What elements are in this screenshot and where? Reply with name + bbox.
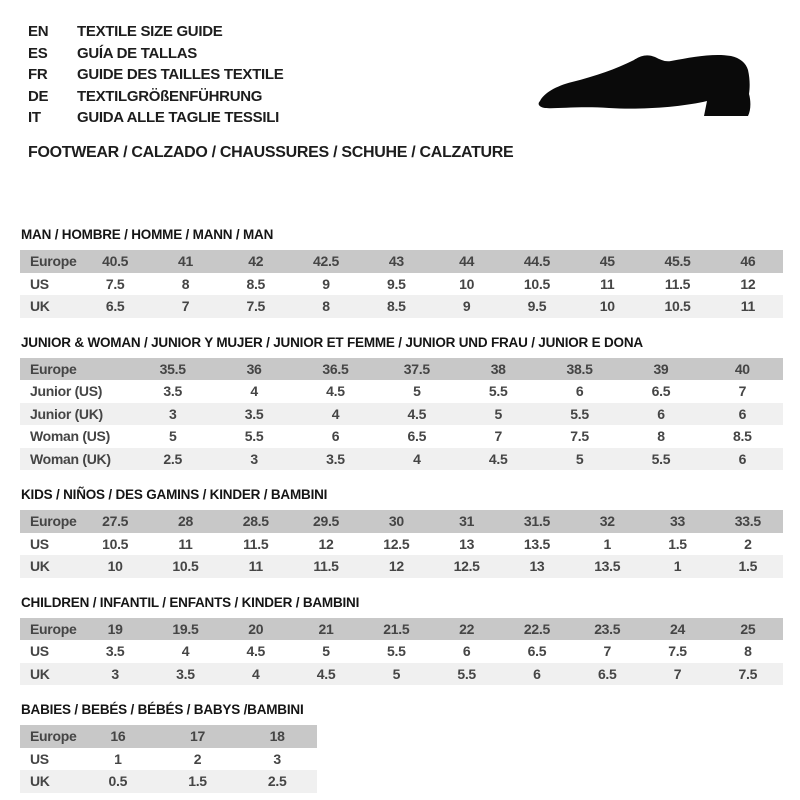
size-cell: 4.5 [407,405,427,422]
size-cell: 32 [599,513,615,530]
size-cell: 7.5 [570,428,589,445]
size-table [20,618,783,686]
size-cell: 3 [168,405,177,422]
size-table [20,510,783,578]
size-cell: 22.5 [523,620,550,637]
section-title: CHILDREN / INFANTIL / ENFANTS / KINDER / BAMBINI [21,594,360,610]
size-cell: 10 [107,558,123,575]
size-cell: 7.5 [738,665,758,682]
size-cell: 6.5 [105,298,125,315]
size-cell: 8 [322,298,330,315]
size-cell: 12.5 [383,535,410,552]
size-cell: 6 [738,450,747,467]
size-cell: 7 [181,298,190,315]
size-cell: 3 [273,750,281,767]
size-cell: 20 [248,620,264,637]
row-label: US [30,643,49,660]
size-cell: 1.5 [668,535,687,552]
size-cell: 5 [392,665,401,682]
table-row [20,380,783,403]
size-cell: 45 [599,253,615,270]
row-label: Europe [30,253,77,270]
row-label: Europe [30,620,77,637]
size-cell: 10 [459,275,475,292]
row-label: UK [30,558,50,575]
row-label: Woman (US) [30,428,110,445]
size-cell: 2.5 [267,773,287,790]
size-cell: 16 [110,728,126,745]
size-cell: 3.5 [105,643,125,660]
table-row [20,618,783,641]
size-cell: 19 [107,620,123,637]
row-label: Woman (UK) [30,450,111,467]
size-cell: 8 [181,275,190,292]
size-cell: 4.5 [316,665,336,682]
size-cell: 40.5 [102,253,129,270]
size-cell: 22 [459,620,475,637]
size-cell: 31 [459,513,475,530]
size-cell: 42.5 [313,253,340,270]
language-label: TEXTILGRÖßENFÜHRUNG [77,87,263,105]
size-cell: 2.5 [163,450,182,467]
section-title: KIDS / NIÑOS / DES GAMINS / KINDER / BAMBINI [21,487,328,502]
size-cell: 1 [673,558,682,575]
language-code: FR [28,66,48,84]
size-cell: 6 [331,428,340,445]
size-cell: 5.5 [244,428,264,445]
size-cell: 4 [181,643,190,660]
language-row-it [28,107,283,129]
row-label: US [30,275,49,292]
size-cell: 41 [177,253,193,270]
table-row [20,403,783,426]
size-cell: 42 [248,253,264,270]
size-cell: 6.5 [407,428,427,445]
size-cell: 11.5 [664,275,691,292]
size-cell: 1 [603,535,611,552]
language-code: DE [28,87,49,105]
size-cell: 13.5 [594,558,621,575]
size-cell: 9.5 [387,275,406,292]
size-cell: 35.5 [159,360,186,377]
size-cell: 5.5 [387,643,406,660]
size-cell: 33.5 [734,513,761,530]
size-cell: 3 [111,665,119,682]
size-cell: 8 [744,643,752,660]
size-cell: 5 [322,643,330,660]
table-row [20,555,783,578]
size-cell: 3.5 [244,405,264,422]
language-row-fr [28,64,283,86]
size-cell: 23.5 [594,620,621,637]
size-cell: 8.5 [387,298,406,315]
size-cell: 29.5 [313,513,340,530]
size-cell: 10.5 [523,275,550,292]
size-cell: 2 [193,750,202,767]
table-row [20,295,783,318]
table-row [20,640,783,663]
language-row-de [28,86,283,108]
row-label: UK [30,773,50,790]
language-label: GUIDE DES TAILLES TEXTILE [77,66,284,84]
size-cell: 11.5 [243,535,269,552]
size-cell: 33 [670,513,686,530]
size-cell: 5.5 [457,665,476,682]
size-section-1 [20,335,783,471]
size-cell: 43 [388,253,404,270]
size-cell: 10 [599,298,615,315]
size-cell: 31.5 [523,513,550,530]
size-cell: 44.5 [523,253,550,270]
size-cell: 11.5 [313,558,339,575]
row-label: UK [30,298,50,315]
section-title: JUNIOR & WOMAN / JUNIOR Y MUJER / JUNIOR ET FEMME / JUNIOR UND FRAU / JUNIOR E DONA [21,334,643,350]
table-row [20,510,783,533]
size-cell: 5 [168,428,177,445]
size-cell: 4 [413,450,421,467]
size-cell: 6 [738,405,747,422]
language-row-en [28,21,283,43]
size-cell: 6.5 [527,643,547,660]
table-row [20,770,317,793]
size-cell: 6 [533,665,541,682]
size-cell: 4 [250,383,258,400]
size-cell: 7 [494,428,502,445]
size-cell: 6.5 [651,383,671,400]
size-cell: 13 [529,558,545,575]
size-cell: 36 [246,360,262,377]
size-cell: 8 [657,428,665,445]
section-title: MAN / HOMBRE / HOMME / MANN / MAN [21,227,274,242]
size-table [20,250,783,318]
language-label: GUÍA DE TALLAS [77,44,197,62]
table-row [20,358,783,381]
size-section-2 [20,487,783,578]
size-cell: 5 [575,450,584,467]
size-cell: 4.5 [488,450,508,467]
size-cell: 7 [603,643,611,660]
size-cell: 3.5 [176,665,195,682]
size-cell: 11 [600,275,615,292]
size-cell: 8.5 [733,428,752,445]
size-cell: 36.5 [322,360,349,377]
size-cell: 45.5 [664,253,691,270]
size-cell: 6 [657,405,665,422]
table-row [20,448,783,471]
size-cell: 10.5 [102,535,129,552]
size-cell: 7.5 [105,275,125,292]
size-cell: 4.5 [246,643,266,660]
size-cell: 10.5 [172,558,199,575]
language-row-es [28,43,283,65]
size-cell: 18 [269,728,285,745]
size-cell: 27.5 [102,513,129,530]
size-cell: 6.5 [597,665,617,682]
size-cell: 25 [740,620,756,637]
table-row [20,425,783,448]
size-cell: 9 [462,298,471,315]
table-row [20,725,317,748]
size-cell: 11 [178,535,193,552]
size-cell: 9.5 [527,298,547,315]
size-cell: 7.5 [668,643,687,660]
size-cell: 7.5 [246,298,266,315]
size-cell: 13.5 [523,535,550,552]
size-cell: 1 [114,750,122,767]
language-code: EN [28,23,49,41]
size-cell: 19.5 [172,620,199,637]
size-cell: 6 [462,643,471,660]
size-cell: 38.5 [566,360,593,377]
language-code: ES [28,44,48,62]
row-label: US [30,750,49,767]
size-cell: 44 [459,253,475,270]
size-cell: 40 [734,360,750,377]
language-label: TEXTILE SIZE GUIDE [77,23,223,41]
category-line: FOOTWEAR / CALZADO / CHAUSSURES / SCHUHE / CALZATURE [28,144,514,161]
size-cell: 1.5 [738,558,758,575]
size-cell: 12 [318,535,334,552]
size-table [20,358,783,471]
size-cell: 4.5 [326,383,345,400]
language-code: IT [28,109,41,127]
size-cell: 24 [670,620,686,637]
table-row [20,533,783,556]
size-cell: 12 [740,275,756,292]
size-cell: 3 [250,450,258,467]
table-row [20,748,317,771]
size-cell: 10.5 [664,298,691,315]
size-cell: 2 [744,535,752,552]
size-cell: 28 [177,513,193,530]
size-cell: 3.5 [163,383,182,400]
size-cell: 8.5 [246,275,266,292]
row-label: UK [30,665,50,682]
size-section-4 [20,702,783,793]
row-label: Europe [30,728,77,745]
size-cell: 5.5 [651,450,671,467]
size-cell: 46 [740,253,756,270]
size-cell: 11 [248,558,263,575]
row-label: Europe [30,513,77,530]
shoe-icon [534,49,758,123]
size-cell: 0.5 [108,773,128,790]
size-cell: 7 [673,665,682,682]
row-label: Junior (UK) [30,405,103,422]
size-cell: 9 [322,275,330,292]
row-label: Junior (US) [30,383,103,400]
size-cell: 5 [413,383,421,400]
size-cell: 7 [738,383,747,400]
table-row [20,663,783,686]
size-cell: 13 [459,535,475,552]
size-tables [20,222,783,793]
size-cell: 12.5 [453,558,480,575]
table-row [20,273,783,296]
row-label: US [30,535,49,552]
size-section-3 [20,595,783,686]
size-section-0 [20,227,783,318]
size-cell: 5.5 [488,383,508,400]
size-cell: 28.5 [242,513,269,530]
size-cell: 17 [189,728,205,745]
size-cell: 39 [653,360,669,377]
size-cell: 4 [251,665,260,682]
size-cell: 6 [575,383,584,400]
size-cell: 1.5 [188,773,207,790]
size-cell: 21 [318,620,334,637]
section-title: BABIES / BEBÉS / BÉBÉS / BABYS /BAMBINI [21,702,304,717]
size-cell: 12 [388,558,404,575]
language-list [28,21,283,129]
size-table [20,725,317,793]
size-cell: 38 [490,360,506,377]
size-cell: 30 [388,513,404,530]
size-cell: 5 [494,405,502,422]
size-cell: 11 [740,298,755,315]
size-cell: 3.5 [326,450,345,467]
size-cell: 21.5 [383,620,410,637]
size-cell: 5.5 [570,405,589,422]
size-cell: 37.5 [403,360,430,377]
size-cell: 4 [331,405,340,422]
table-row [20,250,783,273]
row-label: Europe [30,360,77,377]
language-label: GUIDA ALLE TAGLIE TESSILI [77,109,279,127]
